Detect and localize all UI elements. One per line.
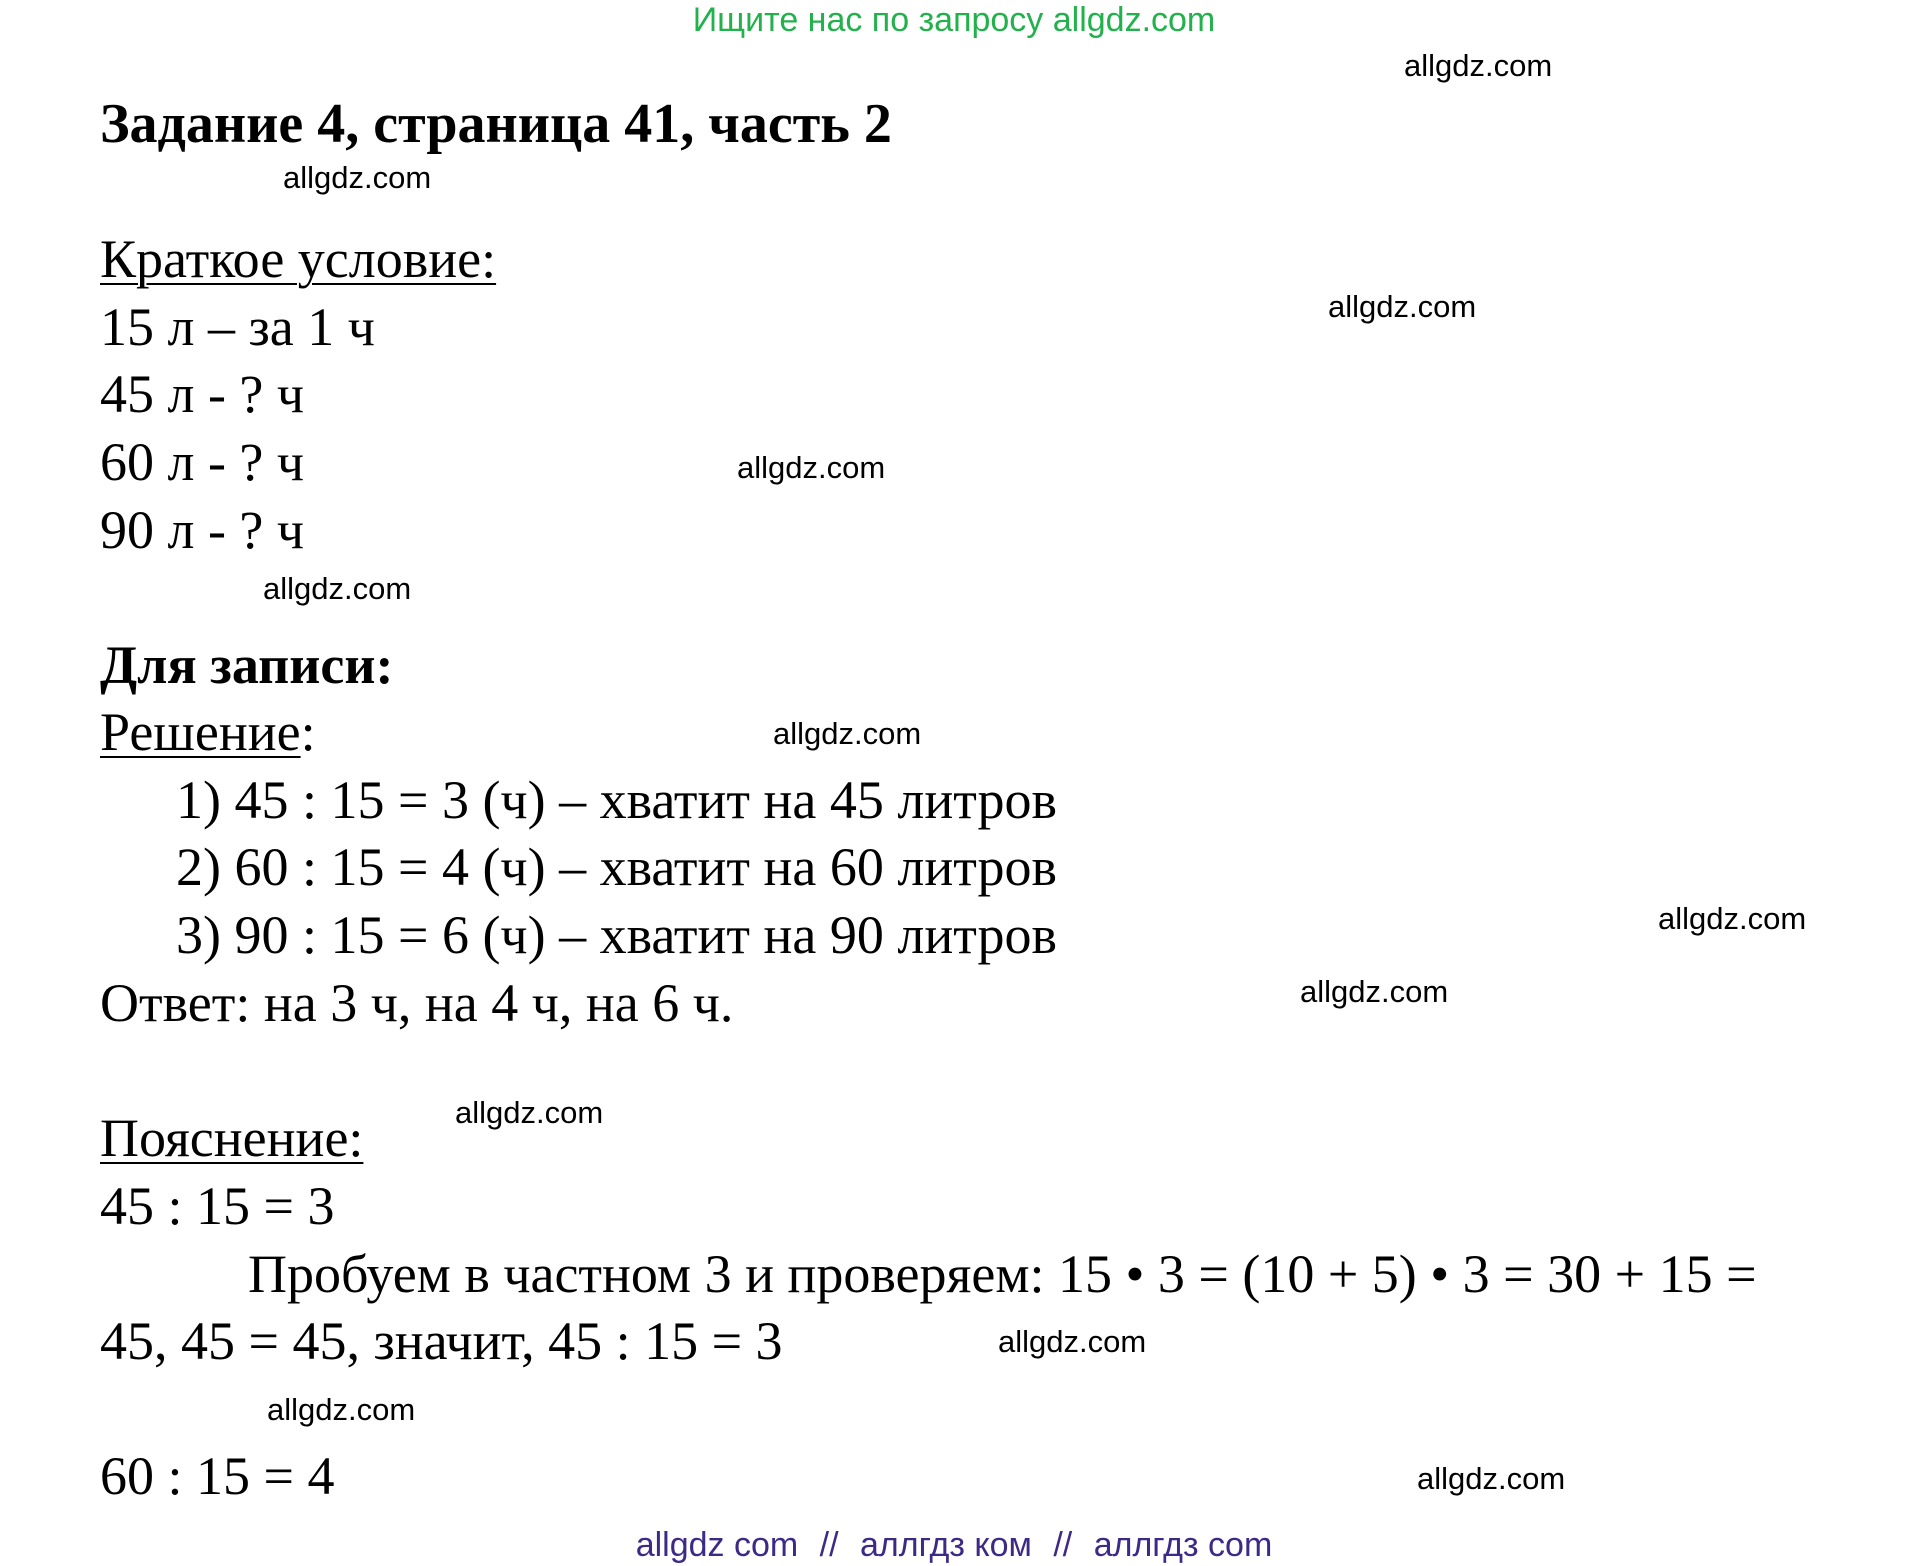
- watermark: allgdz.com: [1328, 289, 1477, 324]
- solution-step: 2) 60 : 15 = 4 (ч) – хватит на 60 литров: [176, 837, 1057, 897]
- watermark: allgdz.com: [1417, 1461, 1566, 1496]
- top-banner: Ищите нас по запросу allgdz.com: [692, 1, 1216, 39]
- solution-label: Решение: [100, 702, 301, 762]
- bottom-banner: [0, 1525, 1908, 1565]
- watermark: allgdz.com: [455, 1095, 604, 1130]
- page-title: Задание 4, страница 41, часть 2: [100, 93, 892, 155]
- watermark: allgdz.com: [1300, 974, 1449, 1009]
- watermark: allgdz.com: [1404, 48, 1553, 83]
- solution-heading: [100, 701, 316, 763]
- solution-step: 1) 45 : 15 = 3 (ч) – хватит на 45 литров: [176, 770, 1057, 830]
- watermark: allgdz.com: [283, 160, 432, 195]
- footer-separator: //: [1053, 1526, 1073, 1564]
- solution-step: 3) 90 : 15 = 6 (ч) – хватит на 90 литров: [176, 905, 1057, 965]
- record-heading: Для записи:: [100, 635, 394, 695]
- watermark: allgdz.com: [267, 1392, 416, 1427]
- condition-line: 90 л - ? ч: [100, 500, 305, 560]
- condition-heading: Краткое условие:: [100, 229, 497, 289]
- condition-line: 15 л – за 1 ч: [100, 297, 375, 357]
- explanation-heading: Пояснение:: [100, 1108, 364, 1168]
- condition-line: 45 л - ? ч: [100, 364, 305, 424]
- solution-colon: :: [300, 702, 316, 762]
- footer-part: аллгдз com: [1093, 1526, 1273, 1564]
- footer-part: аллгдз ком: [860, 1526, 1032, 1564]
- condition-line: 60 л - ? ч: [100, 432, 305, 492]
- answer-line: Ответ: на 3 ч, на 4 ч, на 6 ч.: [100, 973, 734, 1033]
- watermark: allgdz.com: [737, 450, 886, 485]
- explanation-paragraph-line: Пробуем в частном 3 и проверяем: 15 • 3 = (10 + 5) • 3 = 30 + 15 =: [248, 1244, 1757, 1304]
- watermark: allgdz.com: [1658, 901, 1807, 936]
- watermark: allgdz.com: [773, 716, 922, 751]
- explanation-equation: 60 : 15 = 4: [100, 1446, 335, 1506]
- footer-part: allgdz com: [635, 1526, 799, 1564]
- watermark: allgdz.com: [263, 571, 412, 606]
- footer-separator: //: [819, 1526, 839, 1564]
- watermark: allgdz.com: [998, 1324, 1147, 1359]
- explanation-equation: 45 : 15 = 3: [100, 1176, 335, 1236]
- explanation-paragraph-line: 45, 45 = 45, значит, 45 : 15 = 3: [100, 1311, 783, 1371]
